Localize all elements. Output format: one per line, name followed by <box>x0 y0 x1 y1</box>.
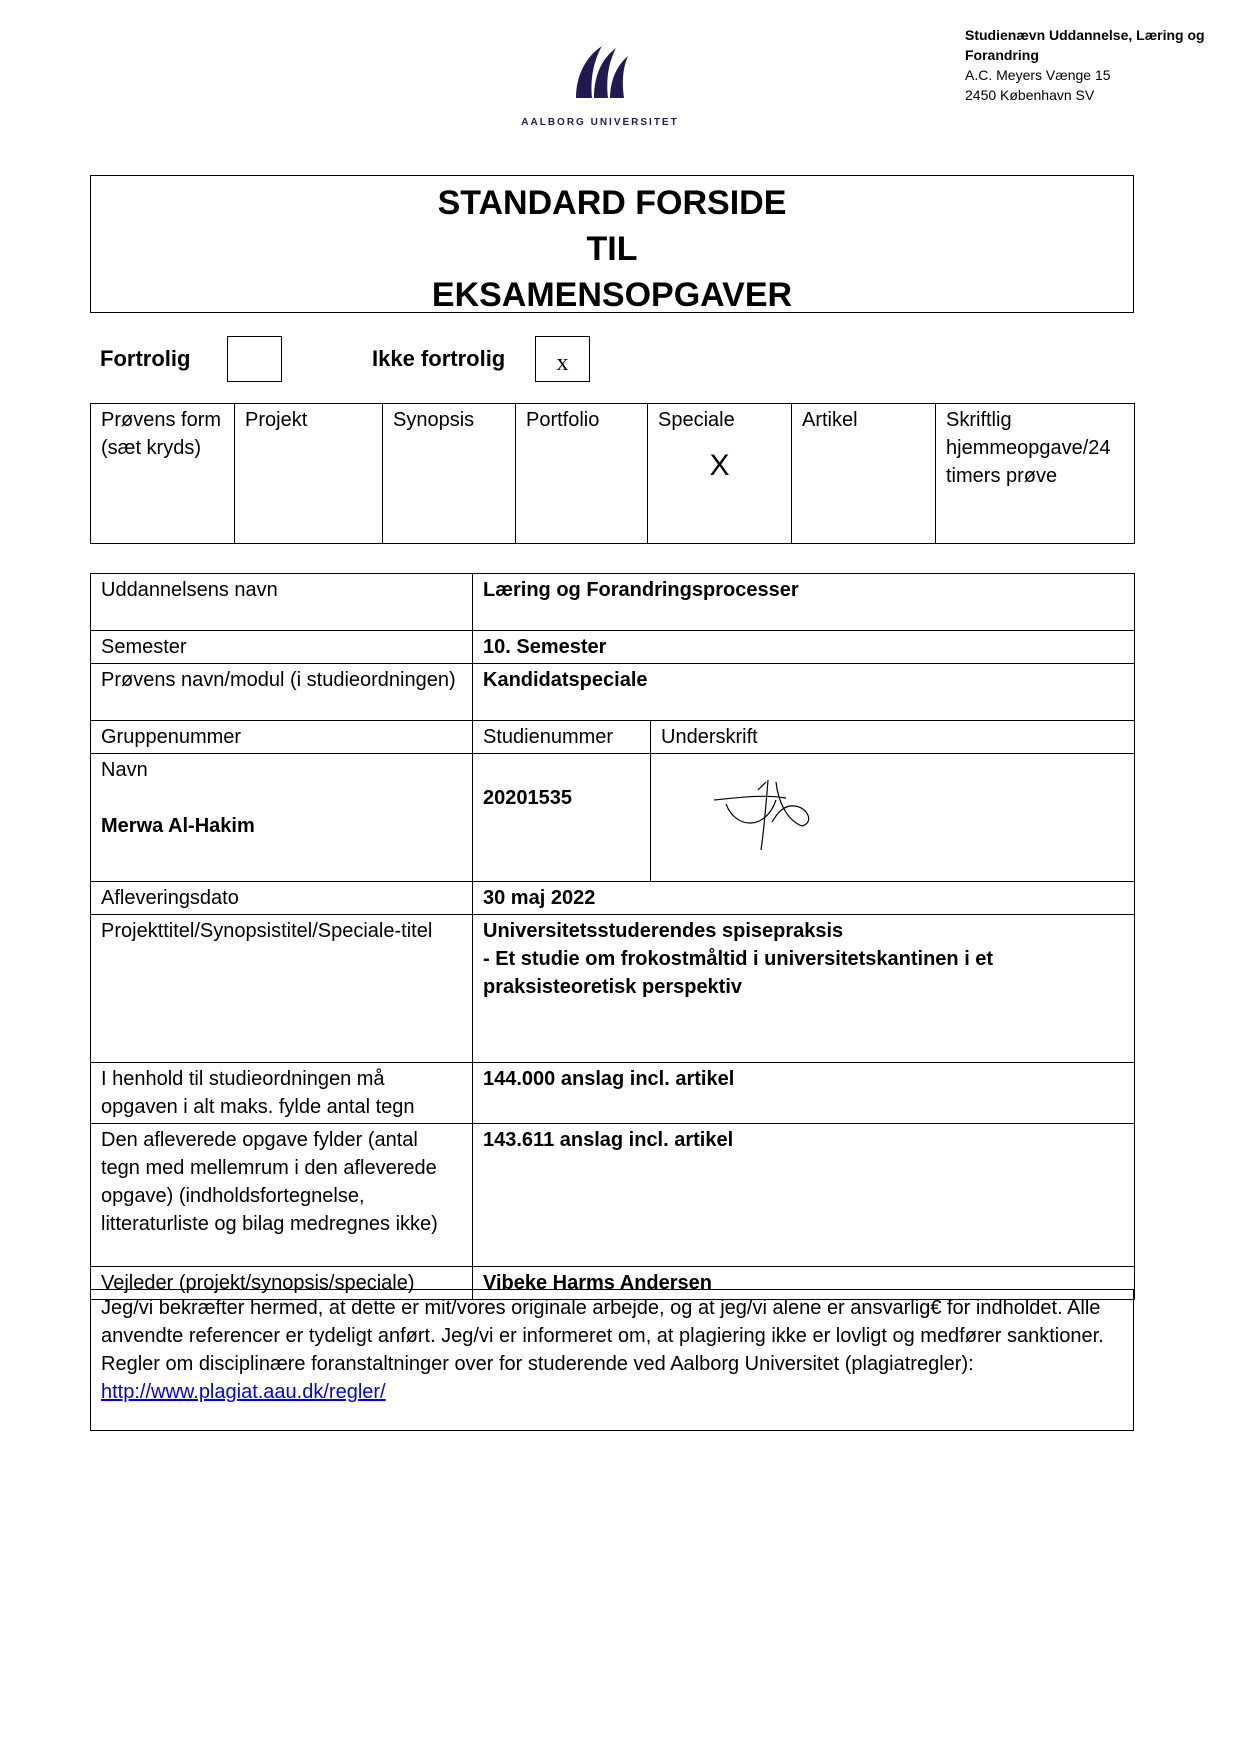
name-value: Merwa Al-Hakim <box>101 815 255 837</box>
address-line-4: 2450 København SV <box>965 87 1095 103</box>
education-label: Uddannelsens navn <box>91 574 473 631</box>
supervisor-value: Vibeke Harms Andersen <box>473 1267 1135 1300</box>
student-number-label: Studienummer <box>473 721 651 754</box>
thesis-title-value <box>473 915 1135 1063</box>
option-projekt[interactable]: Projekt <box>235 404 383 544</box>
ikke-fortrolig-checkbox[interactable] <box>535 336 590 382</box>
ikke-fortrolig-mark: x <box>556 350 569 376</box>
option-speciale[interactable] <box>648 404 792 544</box>
option-skriftlig[interactable]: Skriftlig hjemmeopgave/24 timers prøve <box>936 404 1135 544</box>
plagiarism-rules-link[interactable]: http://www.plagiat.aau.dk/regler/ <box>101 1381 386 1403</box>
ikke-fortrolig-label: Ikke fortrolig <box>372 346 506 371</box>
name-label: Navn <box>101 759 148 781</box>
declaration-text: Jeg/vi bekræfter hermed, at dette er mit/vores originale arbejde, og at jeg/vi alene er ansvarlig€ for indholdet. Alle anvendte referencer er tydeligt anført. Jeg/vi er informeret om, at plagiering ikke er lovligt og medfører sanktioner. Regler om disciplinære foranstaltninger over for studerende ved Aalborg Universitet (plagiatregler): <box>101 1297 1104 1375</box>
address-line-2: Forandring <box>965 47 1039 63</box>
module-label: Prøvens navn/modul (i studieordningen) <box>91 664 473 721</box>
thesis-title-label: Projekttitel/Synopsistitel/Speciale-titel <box>91 915 473 1063</box>
name-cell <box>91 754 473 882</box>
group-number-label: Gruppenummer <box>91 721 473 754</box>
delivery-date-label: Afleveringsdato <box>91 882 473 915</box>
fortrolig-label: Fortrolig <box>100 346 191 371</box>
max-chars-label: I henhold til studieordningen må opgaven i alt maks. fylde antal tegn <box>91 1063 473 1124</box>
student-number-cell <box>473 754 651 882</box>
exam-form-table <box>90 403 1135 544</box>
module-value: Kandidatspeciale <box>473 664 1135 721</box>
thesis-title-line-2: - Et studie om frokostmåltid i universitetskantinen i et praksisteoretisk perspektiv <box>483 948 994 998</box>
department-address <box>965 25 1225 105</box>
thesis-title-line-1: Universitetsstuderendes spisepraksis <box>483 920 844 942</box>
education-value: Læring og Forandringsprocesser <box>473 574 1135 631</box>
max-chars-value: 144.000 anslag incl. artikel <box>473 1063 1135 1124</box>
actual-chars-label: Den afleverede opgave fylder (antal tegn med mellemrum i den afleverede opgave) (indholdsfortegnelse, litteraturliste og bilag medregnes ikke) <box>91 1124 473 1267</box>
declaration-box <box>90 1289 1134 1431</box>
signature-label: Underskrift <box>651 721 1135 754</box>
aau-logo-icon <box>568 40 634 102</box>
speciale-selected-mark: X <box>709 449 730 482</box>
semester-label: Semester <box>91 631 473 664</box>
supervisor-label: Vejleder (projekt/synopsis/speciale) <box>91 1267 473 1300</box>
exam-form-header: Prøvens form (sæt kryds) <box>91 404 235 544</box>
title-line-2: TIL <box>586 230 638 268</box>
logo-text: AALBORG UNIVERSITET <box>521 117 679 128</box>
option-artikel[interactable]: Artikel <box>792 404 936 544</box>
student-number-value: 20201535 <box>483 787 572 809</box>
signature-cell <box>651 754 1135 882</box>
semester-value: 10. Semester <box>473 631 1135 664</box>
signature-icon <box>706 760 826 850</box>
fortrolig-checkbox[interactable] <box>227 336 282 382</box>
option-speciale-label: Speciale <box>658 409 735 431</box>
option-synopsis[interactable]: Synopsis <box>383 404 516 544</box>
details-table <box>90 573 1135 1300</box>
title-box <box>90 175 1134 313</box>
delivery-date-value: 30 maj 2022 <box>473 882 1135 915</box>
address-line-3: A.C. Meyers Vænge 15 <box>965 67 1111 83</box>
option-portfolio[interactable]: Portfolio <box>516 404 648 544</box>
address-line-1: Studienævn Uddannelse, Læring og <box>965 27 1205 43</box>
title-line-1: STANDARD FORSIDE <box>437 184 787 222</box>
actual-chars-value: 143.611 anslag incl. artikel <box>473 1124 1135 1267</box>
title-line-3: EKSAMENSOPGAVER <box>431 276 793 314</box>
